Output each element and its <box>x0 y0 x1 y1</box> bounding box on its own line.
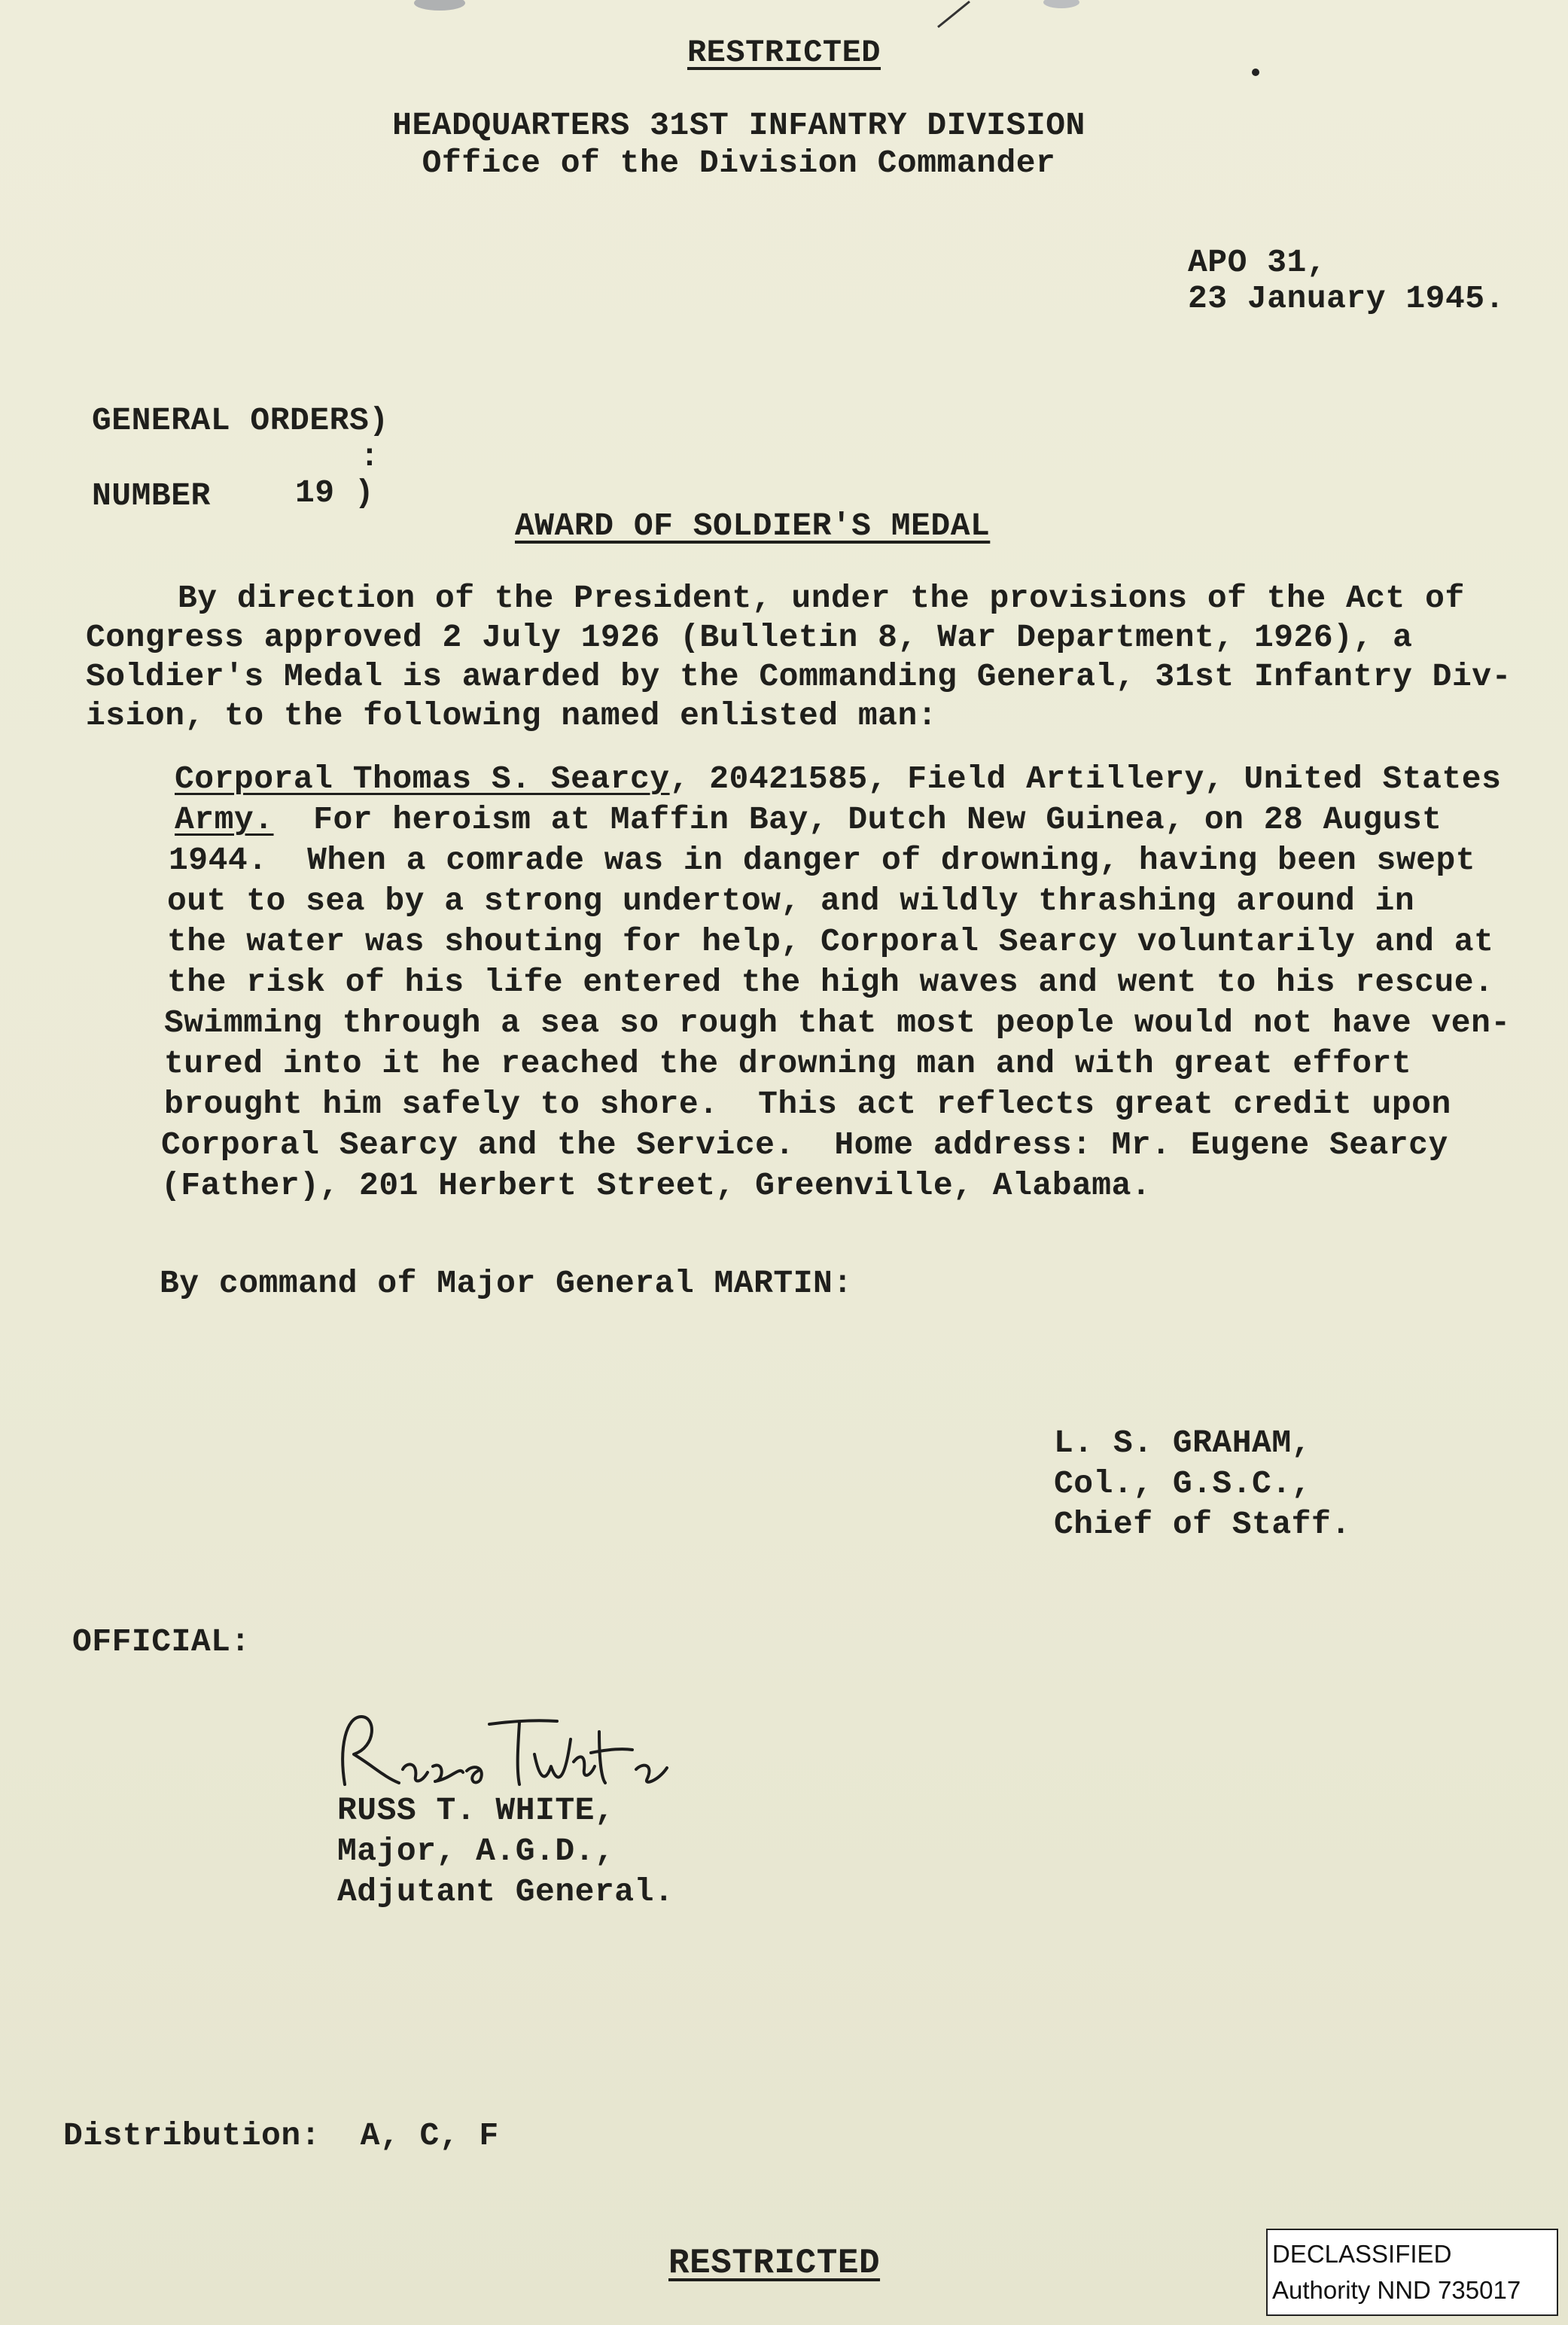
intro-line: Congress approved 2 July 1926 (Bulletin 8, War Department, 1926), a <box>86 619 1413 656</box>
stamp-line: DECLASSIFIED <box>1272 2240 1452 2268</box>
citation-line: brought him safely to shore. This act reflects great credit upon <box>164 1086 1451 1123</box>
citation-text: For heroism at Maffin Bay, Dutch New Guinea, on 28 August <box>273 801 1442 838</box>
citation-line: (Father), 201 Herbert Street, Greenville, Alabama. <box>161 1167 1152 1204</box>
citation-line: the water was shouting for help, Corporal Searcy voluntarily and at <box>167 923 1494 960</box>
general-orders-label: GENERAL ORDERS) <box>92 402 389 439</box>
citation-line: tured into it he reached the drowning man and with great effort <box>164 1045 1412 1082</box>
chief-rank: Col., G.S.C., <box>1054 1465 1311 1502</box>
date-line: 23 January 1945. <box>1188 280 1505 317</box>
declassified-stamp <box>1266 2229 1558 2316</box>
recipient-name: Corporal Thomas S. Searcy <box>175 760 670 797</box>
official-label: OFFICIAL: <box>72 1623 251 1660</box>
recipient-details: , 20421585, Field Artillery, United States <box>669 760 1502 797</box>
office-heading: Office of the Division Commander <box>422 145 1056 181</box>
stamp-line: Authority NND 735017 <box>1272 2276 1521 2304</box>
apo-line: APO 31, <box>1188 244 1327 281</box>
distribution-line: Distribution: A, C, F <box>63 2117 499 2154</box>
citation-line: Corporal Searcy and the Service. Home address: Mr. Eugene Searcy <box>161 1126 1448 1163</box>
award-title: AWARD OF SOLDIER'S MEDAL <box>515 507 991 544</box>
citation-line: 1944. When a comrade was in danger of drowning, having been swept <box>169 842 1476 879</box>
unit-heading: HEADQUARTERS 31ST INFANTRY DIVISION <box>392 107 1085 144</box>
classification-top: RESTRICTED <box>687 35 881 71</box>
citation-line <box>175 801 1442 838</box>
ink-mark <box>1039 0 1084 15</box>
classification-bottom: RESTRICTED <box>668 2244 881 2283</box>
intro-line: Soldier's Medal is awarded by the Commanding General, 31st Infantry Div- <box>86 658 1512 695</box>
citation-line <box>175 760 1501 797</box>
ink-mark <box>933 0 979 30</box>
orders-colon: : <box>360 438 380 475</box>
intro-line: By direction of the President, under the provisions of the Act of <box>178 580 1465 617</box>
number-value: 19 ) <box>295 474 375 511</box>
chief-name: L. S. GRAHAM, <box>1054 1425 1311 1461</box>
command-line: By command of Major General MARTIN: <box>160 1265 853 1302</box>
citation-line: out to sea by a strong undertow, and wildly thrashing around in <box>167 882 1415 919</box>
number-label: NUMBER <box>92 477 211 514</box>
intro-line: ision, to the following named enlisted man: <box>86 697 938 734</box>
adjutant-rank: Major, A.G.D., <box>337 1833 615 1869</box>
chief-title: Chief of Staff. <box>1054 1506 1351 1543</box>
adjutant-title: Adjutant General. <box>337 1873 674 1910</box>
citation-line: the risk of his life entered the high waves and went to his rescue. <box>167 964 1494 1001</box>
branch-army: Army. <box>175 801 274 838</box>
ink-mark <box>406 0 474 17</box>
handwritten-signature <box>331 1694 723 1807</box>
adjutant-name: RUSS T. WHITE, <box>337 1792 615 1829</box>
citation-line: Swimming through a sea so rough that most people would not have ven- <box>164 1004 1511 1041</box>
